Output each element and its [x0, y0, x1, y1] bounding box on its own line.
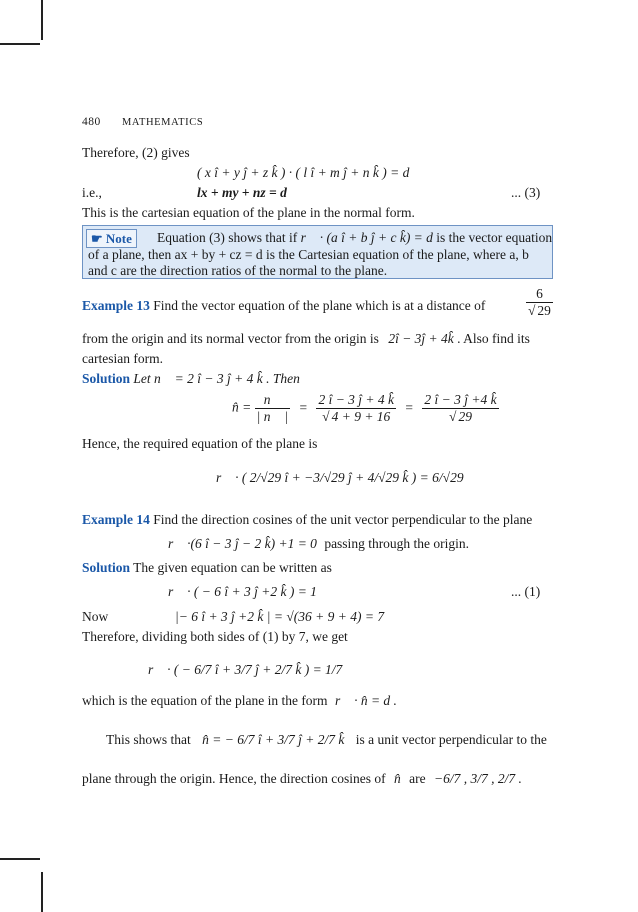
divided-equation: r⃗ · ( − 6/7 î + 3/7 ĵ + 2/7 k̂ ) = 1/7	[148, 662, 343, 677]
crop-mark-bottom-horizontal	[0, 858, 40, 860]
nhat-fraction-3-num: 2 î − 3 ĵ +4 k̂	[424, 392, 497, 407]
solution-13-text: Let n⃗ = 2 î − 3 ĵ + 4 k̂ . Then	[133, 371, 300, 386]
nhat-fraction-3-den: 29	[458, 409, 472, 424]
magnitude-equation: |− 6 î + 3 ĵ +2 k̂ | = √(36 + 9 + 4) = 7	[175, 609, 385, 624]
equation-3-tag: ... (3)	[511, 185, 541, 200]
example-14-equation: r⃗ ·(6 î − 3 ĵ − 2 k̂) +1 = 0	[168, 536, 317, 551]
equation-3: lx + my + nz = d	[197, 185, 287, 200]
example-14-line-1	[82, 512, 532, 528]
example-13-line-1	[82, 298, 485, 314]
shows-line-text: This shows that	[106, 732, 191, 747]
solution-13-line	[82, 371, 300, 387]
required-plane-equation: r⃗ · ( 2/√29 î + −3/√29 ĵ + 4/√29 k̂ ) = 6/√29	[216, 470, 464, 485]
now-label: Now	[82, 609, 109, 624]
example-13-line-2-tail: . Also find its	[457, 331, 530, 346]
ie-label: i.e.,	[82, 185, 102, 200]
example-13-line-2-text: from the origin and its normal vector from the origin is	[82, 331, 379, 346]
pointing-hand-icon: ☛	[91, 231, 103, 246]
example-13-label: Example 13	[82, 298, 150, 313]
note-line-1-text: Equation (3) shows that if	[157, 230, 298, 245]
equation-1: r⃗ · ( − 6 î + 3 ĵ +2 k̂ ) = 1	[168, 584, 317, 599]
solution-14-text: The given equation can be written as	[133, 560, 332, 575]
crop-mark-top-horizontal	[0, 43, 40, 45]
plane-form-equation: r⃗ · n̂ = d .	[334, 693, 397, 708]
equation-1-tag: ... (1)	[511, 584, 541, 599]
note-box	[82, 225, 553, 279]
solution-14-line	[82, 560, 332, 576]
page-number: 480	[82, 116, 101, 128]
shows-line-tail: is a unit vector perpendicular to the	[355, 732, 547, 747]
cartesian-sentence: This is the cartesian equation of the plane in the normal form.	[82, 205, 415, 220]
example-13-text: Find the vector equation of the plane which is at a distance of	[153, 298, 486, 313]
example-14-label: Example 14	[82, 512, 150, 527]
note-line-1	[157, 230, 552, 246]
direction-cosines: −6/7 , 3/7 , 2/7 .	[434, 771, 522, 786]
solution-label-14: Solution	[82, 560, 131, 575]
nhat-symbol: n̂	[394, 771, 401, 786]
nhat-fraction-2-den: 4 + 9 + 16	[331, 409, 391, 424]
example-13-line-2	[82, 331, 530, 347]
plane-line-text: plane through the origin. Hence, the direction cosines of	[82, 771, 386, 786]
dividing-line: Therefore, dividing both sides of (1) by 7, we get	[82, 629, 348, 644]
solution-label: Solution	[82, 371, 131, 386]
example-13-line-3: cartesian form.	[82, 351, 163, 366]
note-line-1-tail: is the vector equation	[436, 230, 553, 245]
shows-line	[106, 732, 547, 748]
unit-normal-equation: n̂ = $\frac{n⃗}{| n⃗ |}$ = $\frac{2 î - 3 ĵ + 4 k̂}{√ 4 + 9 + 16}$ = $\frac{2 î - 3 ĵ +4 k̂}{√ 29}$	[232, 392, 497, 424]
nhat-lhs: n̂ =	[232, 399, 252, 415]
note-vector-equation: r⃗ · (a î + b ĵ + c k̂) = d	[300, 230, 433, 245]
fraction-denominator: 29	[537, 303, 551, 318]
dot-product-equation: ( x î + y ĵ + z k̂ ) · ( l î + m ĵ + n k̂ ) = d	[197, 165, 410, 180]
plane-line-are: are	[409, 771, 426, 786]
example-14-line-2	[168, 536, 469, 552]
which-line	[82, 693, 397, 709]
running-header: MATHEMATICS	[122, 117, 204, 128]
crop-mark-top-vertical	[41, 0, 43, 40]
example-14-text: Find the direction cosines of the unit vector perpendicular to the plane	[153, 512, 533, 527]
distance-fraction: $\frac{6}{√ 29}$	[528, 286, 551, 318]
plane-line	[82, 771, 522, 787]
hence-line: Hence, the required equation of the plane is	[82, 436, 318, 451]
nhat-fraction-2-num: 2 î − 3 ĵ + 4 k̂	[318, 392, 395, 407]
example-14-tail: passing through the origin.	[324, 536, 470, 551]
therefore-line: Therefore, (2) gives	[82, 145, 190, 160]
normal-vector: 2î − 3ĵ + 4k̂	[388, 331, 454, 346]
fraction-numerator: 6	[526, 286, 553, 303]
note-line-3: and c are the direction ratios of the normal to the plane.	[88, 263, 388, 278]
which-line-text: which is the equation of the plane in the form	[82, 693, 328, 708]
crop-mark-bottom-vertical	[41, 872, 43, 912]
note-tag	[86, 229, 137, 248]
note-label: Note	[105, 231, 132, 246]
nhat-fraction-1-den: | n⃗ |	[256, 409, 289, 424]
note-line-2: of a plane, then ax + by + cz = d is the Cartesian equation of the plane, where a, b	[88, 247, 529, 262]
nhat-fraction-1-num: n⃗	[255, 392, 290, 409]
unit-vector-equation: n̂ = − 6/7 î + 3/7 ĵ + 2/7 k̂	[202, 732, 345, 747]
